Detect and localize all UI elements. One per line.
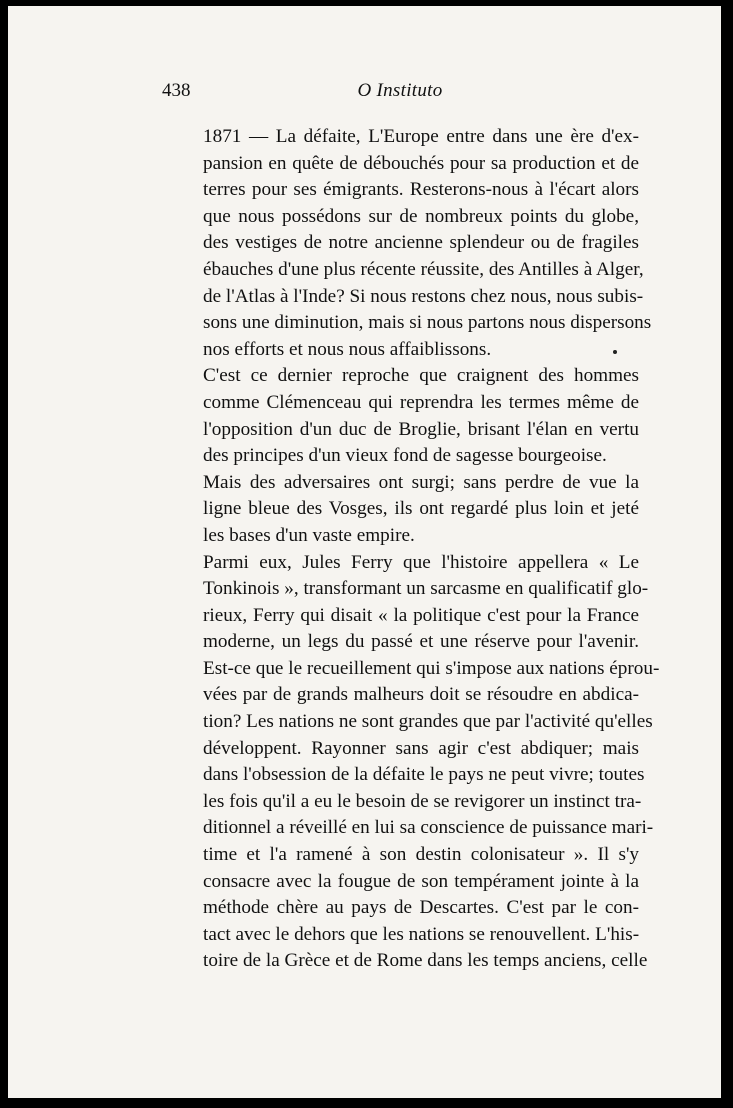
text-line: comme Clémenceau qui reprendra les termes même de [203, 391, 639, 413]
text-line: 1871 — La défaite, L'Europe entre dans une ère d'ex- [203, 126, 639, 147]
text-line: terres pour ses émigrants. Resterons-nous à l'écart alors [203, 179, 639, 201]
text-line: des principes d'un vieux fond de sagesse bourgeoise. [203, 445, 607, 467]
paragraph [163, 124, 652, 363]
text-line: Mais des adversaires ont surgi; sans perdre de vue la [203, 471, 639, 493]
text-line: consacre avec la fougue de son tempérament jointe à la [203, 870, 639, 892]
text-line: développent. Rayonner sans agir c'est abdiquer; mais [203, 737, 639, 759]
text-line: que nous possédons sur de nombreux points du globe, [203, 205, 639, 227]
text-line: ébauches d'une plus récente réussite, des Antilles à Alger, [203, 258, 644, 280]
text-line: Est-ce que le recueillement qui s'impose aux nations éprou- [203, 657, 660, 679]
text-line: ditionnel a réveillé en lui sa conscience de puissance mari- [203, 817, 654, 839]
text-line: les fois qu'il a eu le besoin de se revigorer un instinct tra- [203, 790, 642, 812]
text-line: Tonkinois », transformant un sarcasme en qualificatif glo- [203, 578, 649, 600]
text-line: tact avec le dehors que les nations se renouvellent. L'his- [203, 923, 640, 945]
text-line: méthode chère au pays de Descartes. C'est par le con- [203, 897, 639, 919]
page-number: 438 [162, 80, 191, 101]
text-line: dans l'obsession de la défaite le pays ne peut vivre; toutes [203, 764, 645, 786]
body-text [163, 124, 660, 975]
running-title: O Instituto [357, 80, 443, 101]
text-line: ligne bleue des Vosges, ils ont regardé plus loin et jeté [203, 498, 639, 520]
text-line: pansion en quête de débouchés pour sa production et de [203, 152, 639, 174]
ink-speck [613, 350, 617, 354]
text-line: l'opposition d'un duc de Broglie, brisant l'élan en vertu [203, 418, 639, 440]
text-line: sons une diminution, mais si nous partons nous dispersons [203, 312, 652, 334]
text-line: nos efforts et nous nous affaiblissons. [203, 338, 492, 360]
text-line: de l'Atlas à l'Inde? Si nous restons chez nous, nous subis- [203, 285, 644, 307]
text-line: time et l'a ramené à son destin colonisateur ». Il s'y [203, 844, 639, 866]
text-line: C'est ce dernier reproche que craignent des hommes [203, 365, 639, 387]
text-line: des vestiges de notre ancienne splendeur ou de fragiles [203, 232, 639, 254]
text-line: les bases d'un vaste empire. [203, 524, 415, 546]
paragraph [163, 363, 639, 469]
text-line: Parmi eux, Jules Ferry que l'histoire appellera « Le [203, 551, 639, 573]
paragraph [163, 470, 639, 550]
text-line: rieux, Ferry qui disait « la politique c'est pour la France [203, 604, 639, 626]
page-header [162, 80, 638, 106]
text-line: tion? Les nations ne sont grandes que par l'activité qu'elles [203, 711, 653, 733]
paragraph [163, 550, 660, 976]
text-line: vées par de grands malheurs doit se résoudre en abdica- [203, 684, 639, 706]
text-line: toire de la Grèce et de Rome dans les temps anciens, celle [203, 950, 648, 972]
text-line: moderne, un legs du passé et une réserve pour l'avenir. [203, 631, 639, 653]
